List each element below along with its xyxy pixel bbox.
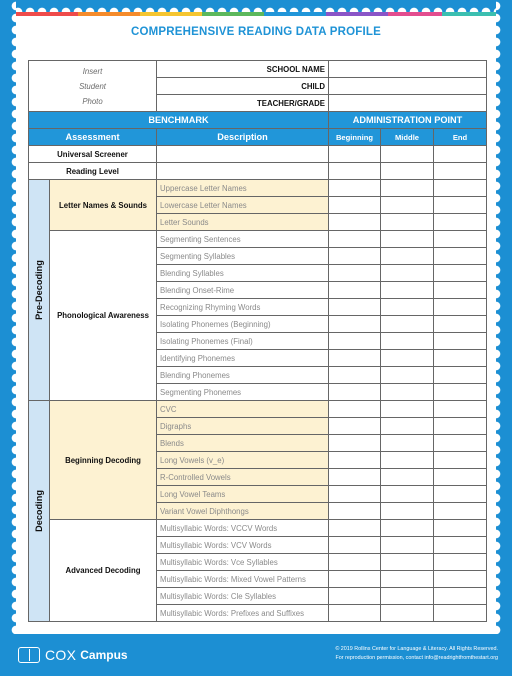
- middle-score-cell[interactable]: [381, 316, 434, 333]
- beginning-score-cell[interactable]: [329, 299, 381, 316]
- section-label-text: Decoding: [34, 490, 44, 532]
- description-cell[interactable]: [157, 146, 329, 163]
- book-icon: [18, 647, 40, 663]
- skill-description: R-Controlled Vowels: [157, 469, 329, 486]
- end-score-cell[interactable]: [434, 248, 487, 265]
- middle-score-cell[interactable]: [381, 435, 434, 452]
- end-score-cell[interactable]: [434, 503, 487, 520]
- end-score-cell[interactable]: [434, 231, 487, 248]
- student-photo-placeholder[interactable]: [29, 61, 157, 112]
- end-cell[interactable]: [434, 146, 487, 163]
- beginning-score-cell[interactable]: [329, 367, 381, 384]
- teacher-grade-field[interactable]: [329, 95, 487, 112]
- logo-text-secondary: Campus: [80, 648, 128, 662]
- skill-description: Segmenting Phonemes: [157, 384, 329, 401]
- skill-description: Blending Onset-Rime: [157, 282, 329, 299]
- logo-text-primary: COX: [45, 647, 77, 663]
- end-score-cell[interactable]: [434, 265, 487, 282]
- end-score-cell[interactable]: [434, 520, 487, 537]
- skill-description: Blends: [157, 435, 329, 452]
- end-score-cell[interactable]: [434, 350, 487, 367]
- middle-score-cell[interactable]: [381, 571, 434, 588]
- beginning-score-cell[interactable]: [329, 435, 381, 452]
- end-score-cell[interactable]: [434, 367, 487, 384]
- beginning-score-cell[interactable]: [329, 401, 381, 418]
- copyright-text: © 2019 Rollins Center for Language & Literacy. All Rights Reserved.: [335, 646, 498, 652]
- end-score-cell[interactable]: [434, 214, 487, 231]
- skill-description: Segmenting Sentences: [157, 231, 329, 248]
- skill-description: Isolating Phonemes (Final): [157, 333, 329, 350]
- end-score-cell[interactable]: [434, 554, 487, 571]
- beginning-score-cell[interactable]: [329, 231, 381, 248]
- school-name-field[interactable]: [329, 61, 487, 78]
- beginning-score-cell[interactable]: [329, 452, 381, 469]
- skill-description: Blending Phonemes: [157, 367, 329, 384]
- beginning-score-cell[interactable]: [329, 520, 381, 537]
- end-cell[interactable]: [434, 163, 487, 180]
- skill-description: Multisyllabic Words: Vce Syllables: [157, 554, 329, 571]
- middle-column-header: Middle: [381, 129, 434, 146]
- skill-description: Recognizing Rhyming Words: [157, 299, 329, 316]
- middle-cell[interactable]: [381, 163, 434, 180]
- skill-description: Multisyllabic Words: Mixed Vowel Patterns: [157, 571, 329, 588]
- scalloped-border-right: [496, 0, 512, 640]
- middle-score-cell[interactable]: [381, 452, 434, 469]
- middle-score-cell[interactable]: [381, 180, 434, 197]
- middle-score-cell[interactable]: [381, 469, 434, 486]
- child-label: CHILD: [157, 78, 329, 95]
- middle-score-cell[interactable]: [381, 282, 434, 299]
- teacher-grade-label: TEACHER/GRADE: [157, 95, 329, 112]
- beginning-cell[interactable]: [329, 163, 381, 180]
- copyright-notice: [335, 645, 498, 662]
- beginning-score-cell[interactable]: [329, 248, 381, 265]
- beginning-score-cell[interactable]: [329, 469, 381, 486]
- group-label-letter-names-sounds: Letter Names & Sounds: [50, 180, 157, 231]
- skill-description: Identifying Phonemes: [157, 350, 329, 367]
- middle-score-cell[interactable]: [381, 350, 434, 367]
- school-name-label: SCHOOL NAME: [157, 61, 329, 78]
- beginning-column-header: Beginning: [329, 129, 381, 146]
- middle-score-cell[interactable]: [381, 299, 434, 316]
- middle-score-cell[interactable]: [381, 503, 434, 520]
- description-column-header: Description: [157, 129, 329, 146]
- beginning-score-cell[interactable]: [329, 180, 381, 197]
- end-score-cell[interactable]: [434, 401, 487, 418]
- beginning-score-cell[interactable]: [329, 486, 381, 503]
- photo-label-line: Student: [79, 81, 106, 91]
- middle-score-cell[interactable]: [381, 197, 434, 214]
- scalloped-border-top: [0, 0, 512, 12]
- end-score-cell[interactable]: [434, 197, 487, 214]
- middle-score-cell[interactable]: [381, 486, 434, 503]
- end-score-cell[interactable]: [434, 452, 487, 469]
- middle-score-cell[interactable]: [381, 214, 434, 231]
- skill-description: Long Vowels (v_e): [157, 452, 329, 469]
- end-score-cell[interactable]: [434, 435, 487, 452]
- middle-score-cell[interactable]: [381, 588, 434, 605]
- end-score-cell[interactable]: [434, 605, 487, 622]
- skill-description: Multisyllabic Words: Prefixes and Suffixes: [157, 605, 329, 622]
- middle-score-cell[interactable]: [381, 401, 434, 418]
- table-row: [29, 180, 487, 197]
- table-row: [29, 520, 487, 537]
- beginning-score-cell[interactable]: [329, 265, 381, 282]
- middle-score-cell[interactable]: [381, 367, 434, 384]
- section-label-pre-decoding: [29, 180, 50, 401]
- beginning-score-cell[interactable]: [329, 418, 381, 435]
- end-score-cell[interactable]: [434, 469, 487, 486]
- administration-point-header: ADMINISTRATION POINT: [329, 112, 487, 129]
- beginning-score-cell[interactable]: [329, 282, 381, 299]
- beginning-score-cell[interactable]: [329, 197, 381, 214]
- beginning-score-cell[interactable]: [329, 554, 381, 571]
- skill-description: Long Vowel Teams: [157, 486, 329, 503]
- beginning-score-cell[interactable]: [329, 588, 381, 605]
- group-label-beginning-decoding: Beginning Decoding: [50, 401, 157, 520]
- rainbow-stripe: [140, 12, 202, 16]
- rainbow-stripe: [442, 12, 496, 16]
- end-column-header: End: [434, 129, 487, 146]
- skill-description: Letter Sounds: [157, 214, 329, 231]
- beginning-score-cell[interactable]: [329, 384, 381, 401]
- middle-score-cell[interactable]: [381, 418, 434, 435]
- middle-score-cell[interactable]: [381, 537, 434, 554]
- rainbow-stripe: [388, 12, 442, 16]
- end-score-cell[interactable]: [434, 418, 487, 435]
- table-row: [29, 231, 487, 248]
- end-score-cell[interactable]: [434, 588, 487, 605]
- end-score-cell[interactable]: [434, 537, 487, 554]
- end-score-cell[interactable]: [434, 316, 487, 333]
- rainbow-stripe: [326, 12, 388, 16]
- skill-description: Isolating Phonemes (Beginning): [157, 316, 329, 333]
- assessment-column-header: Assessment: [29, 129, 157, 146]
- end-score-cell[interactable]: [434, 299, 487, 316]
- beginning-score-cell[interactable]: [329, 333, 381, 350]
- end-score-cell[interactable]: [434, 333, 487, 350]
- beginning-score-cell[interactable]: [329, 605, 381, 622]
- table-row: [29, 401, 487, 418]
- middle-score-cell[interactable]: [381, 265, 434, 282]
- middle-score-cell[interactable]: [381, 520, 434, 537]
- group-label-phonological-awareness: Phonological Awareness: [50, 231, 157, 401]
- child-field[interactable]: [329, 78, 487, 95]
- end-score-cell[interactable]: [434, 384, 487, 401]
- beginning-score-cell[interactable]: [329, 350, 381, 367]
- end-score-cell[interactable]: [434, 571, 487, 588]
- scalloped-border-left: [0, 0, 16, 640]
- middle-score-cell[interactable]: [381, 231, 434, 248]
- middle-cell[interactable]: [381, 146, 434, 163]
- section-label-text: Pre-Decoding: [34, 260, 44, 320]
- rainbow-stripe: [16, 12, 78, 16]
- beginning-score-cell[interactable]: [329, 503, 381, 520]
- photo-label-line: Insert: [82, 66, 103, 76]
- end-score-cell[interactable]: [434, 486, 487, 503]
- skill-description: Digraphs: [157, 418, 329, 435]
- skill-description: Segmenting Syllables: [157, 248, 329, 265]
- skill-description: Lowercase Letter Names: [157, 197, 329, 214]
- end-score-cell[interactable]: [434, 180, 487, 197]
- beginning-cell[interactable]: [329, 146, 381, 163]
- permission-text: For reproduction permission, contact info@readrightfromthestart.org: [335, 654, 498, 661]
- beginning-score-cell[interactable]: [329, 214, 381, 231]
- reading-profile-table: [28, 60, 487, 622]
- universal-screener-label: Universal Screener: [29, 146, 157, 163]
- skill-description: Multisyllabic Words: VCCV Words: [157, 520, 329, 537]
- page-footer: [0, 634, 512, 676]
- beginning-score-cell[interactable]: [329, 537, 381, 554]
- beginning-score-cell[interactable]: [329, 316, 381, 333]
- rainbow-stripe: [264, 12, 326, 16]
- beginning-score-cell[interactable]: [329, 571, 381, 588]
- rainbow-stripe: [202, 12, 264, 16]
- middle-score-cell[interactable]: [381, 554, 434, 571]
- skill-description: Uppercase Letter Names: [157, 180, 329, 197]
- cox-campus-logo[interactable]: [18, 645, 128, 665]
- middle-score-cell[interactable]: [381, 384, 434, 401]
- skill-description: Blending Syllables: [157, 265, 329, 282]
- skill-description: Multisyllabic Words: Cle Syllables: [157, 588, 329, 605]
- group-label-advanced-decoding: Advanced Decoding: [50, 520, 157, 622]
- skill-description: Multisyllabic Words: VCV Words: [157, 537, 329, 554]
- middle-score-cell[interactable]: [381, 333, 434, 350]
- rainbow-stripe: [78, 12, 140, 16]
- section-label-decoding: [29, 401, 50, 622]
- page-title: COMPREHENSIVE READING DATA PROFILE: [130, 26, 382, 38]
- middle-score-cell[interactable]: [381, 605, 434, 622]
- skill-description: CVC: [157, 401, 329, 418]
- reading-level-label: Reading Level: [29, 163, 157, 180]
- photo-label-line: Photo: [82, 96, 103, 106]
- middle-score-cell[interactable]: [381, 248, 434, 265]
- benchmark-header: BENCHMARK: [29, 112, 329, 129]
- skill-description: Variant Vowel Diphthongs: [157, 503, 329, 520]
- description-cell[interactable]: [157, 163, 329, 180]
- end-score-cell[interactable]: [434, 282, 487, 299]
